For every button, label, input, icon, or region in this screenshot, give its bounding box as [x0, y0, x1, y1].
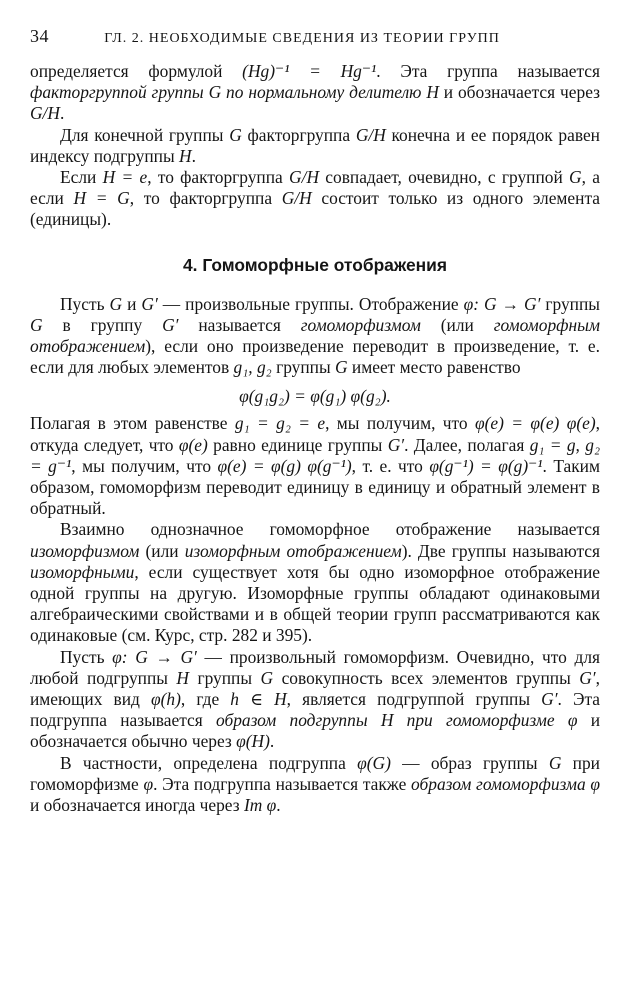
term-homomorphism: гомоморфизмом: [300, 314, 421, 335]
math-inline: φ(h): [151, 689, 181, 710]
text: Если: [60, 167, 103, 188]
text: называется: [178, 314, 301, 335]
page-number: 34: [30, 26, 49, 46]
math-inline: G/H: [355, 124, 386, 145]
math-inline: g₁ = g, g₂ = g⁻¹: [30, 434, 600, 476]
math-inline: G′: [541, 689, 558, 710]
math-inline: G: [260, 667, 274, 688]
paragraph-identity-inverse: [30, 413, 600, 519]
text: группы: [188, 667, 261, 688]
math-inline: g₁ = g₂ = e: [234, 413, 326, 434]
paragraph-quotient-definition: [30, 61, 600, 125]
running-header: [30, 26, 600, 47]
math-inline: H: [176, 667, 189, 688]
math-inline: h ∈ H: [230, 689, 287, 710]
math-inline: φ(H): [236, 731, 270, 752]
math-inline: G: [229, 124, 242, 145]
text: , откуда следует, что: [30, 413, 600, 455]
text: Пусть: [60, 646, 113, 667]
text: определяется формулой: [30, 61, 243, 81]
math-inline: φ(e) = φ(e) φ(e): [475, 413, 596, 434]
formula-homomorphism: φ(g₁g₂) = φ(g₁) φ(g₂).: [239, 386, 391, 407]
math-inline: φ(G): [357, 752, 391, 773]
math-inline: g₁, g₂: [233, 357, 272, 378]
math-inline: G/H: [30, 103, 60, 124]
text: равно единице группы: [207, 434, 388, 455]
text: совпадает, очевидно, с группой: [319, 167, 570, 188]
math-inline: G′: [579, 667, 596, 688]
text: , где: [180, 689, 231, 710]
formula-inline: (Hg)⁻¹ = Hg⁻¹: [242, 61, 377, 81]
text: . Эта группа называется: [376, 61, 600, 81]
math-inline: H: [179, 145, 192, 166]
text: , мы получим, что: [71, 455, 218, 476]
math-inline: H = G: [73, 188, 130, 209]
term-isomorphism: изоморфизмом: [30, 540, 140, 561]
paragraph-image-of-homomorphism: [30, 753, 600, 817]
text: .: [276, 795, 281, 816]
text: .: [59, 103, 65, 124]
text: .: [191, 145, 196, 166]
math-inline: Im φ: [243, 795, 277, 816]
text: группы: [540, 293, 600, 314]
math-inline: φ(e) = φ(g) φ(g⁻¹): [217, 455, 352, 476]
math-inline: G/H: [281, 188, 312, 209]
text: и: [122, 293, 142, 314]
text: , мы получим, что: [325, 413, 475, 434]
term-image-of-subgroup: образом подгруппы H при гомоморфизме φ: [215, 710, 578, 731]
display-formula: [30, 386, 600, 407]
paragraph-image-of-subgroup: [30, 647, 600, 753]
paragraph-homomorphism-definition: [30, 294, 600, 379]
running-title: ГЛ. 2. НЕОБХОДИМЫЕ СВЕДЕНИЯ ИЗ ТЕОРИИ ГРУПП: [104, 31, 500, 46]
math-inline: H = e: [102, 167, 148, 188]
paragraph-isomorphism: [30, 519, 600, 646]
text: Полагая в этом равенстве: [30, 413, 235, 434]
math-inline: G: [335, 357, 348, 378]
text: — произвольные группы. Отображение: [157, 293, 464, 314]
section-heading: 4. Гомоморфные отображения: [183, 254, 447, 275]
text: и обозначается обычно через: [30, 710, 601, 752]
text: при гомоморфизме: [30, 752, 600, 794]
text: и обозначается иногда через: [30, 795, 244, 816]
text: , то факторгруппа: [129, 188, 282, 209]
text: состоит только из одного элемента (единицы).: [30, 188, 600, 230]
text: — произвольный гомоморфизм. Очевидно, что для любой подгруппы: [30, 646, 600, 688]
paragraph-finite-group: [30, 125, 600, 167]
math-inline: G′: [162, 314, 179, 335]
text: В частности, определена подгруппа: [60, 752, 358, 773]
term-quotient-group: факторгруппой группы G по нормальному делителю H: [30, 82, 439, 103]
text: , т. е. что: [351, 455, 430, 476]
math-inline: G: [30, 314, 43, 335]
text: , если существует хотя бы одно изоморфное отображение одной группы на другую. Изоморфные группы обладают одинаковыми алгебраическими свойствами и в общей теории групп рассматриваются как одинаковые (см. Курс, стр. 282 и 395).: [30, 561, 600, 646]
text: , то факторгруппа: [147, 167, 290, 188]
text: . Эта подгруппа называется: [30, 689, 600, 731]
term-isomorphic: изоморфными: [30, 561, 135, 582]
text: и обозначается через: [438, 82, 600, 103]
text: факторгруппа: [241, 124, 356, 145]
paragraph-trivial-cases: [30, 167, 600, 231]
text: . Далее, полагая: [404, 434, 530, 455]
text: имеет место равенство: [347, 357, 521, 378]
math-inline: G′: [387, 434, 405, 455]
text: ). Две группы называются: [401, 540, 601, 561]
math-inline: G: [548, 752, 562, 773]
text: в группу: [42, 314, 163, 335]
math-inline: φ: G → G′: [463, 293, 541, 314]
text: совокупность всех элементов группы: [273, 667, 580, 688]
math-inline: G: [569, 167, 582, 188]
math-inline: φ: [143, 773, 154, 794]
text: группы: [271, 357, 336, 378]
math-inline: G/H: [289, 167, 319, 188]
text: Пусть: [60, 293, 110, 314]
math-inline: φ(e): [178, 434, 208, 455]
text: конечна и ее порядок равен индексу подгруппы: [30, 124, 600, 166]
text: . Таким образом, гомоморфизм переводит единицу в единицу и обратный элемент в обратный.: [30, 455, 600, 519]
text: , а если: [30, 167, 600, 209]
text: — образ группы: [390, 752, 549, 773]
math-inline: G′: [141, 293, 158, 314]
term-homomorphic-mapping: гомоморфным отображением: [30, 314, 600, 357]
math-inline: φ: G → G′: [112, 646, 197, 667]
math-inline: φ(g⁻¹) = φ(g)⁻¹: [429, 455, 543, 476]
math-inline: G: [109, 293, 123, 314]
text: ), если оно произведение переводит в произведение, т. е. если для любых элементов: [30, 336, 600, 378]
text: Взаимно однозначное гомоморфное отображение называется: [60, 519, 600, 540]
text: . Эта подгруппа называется также: [153, 773, 412, 794]
text: .: [269, 731, 275, 752]
text: , имеющих вид: [30, 667, 600, 710]
book-page: [30, 26, 600, 816]
text: , является подгруппой группы: [286, 689, 542, 710]
text: Для конечной группы: [60, 124, 230, 145]
text: (или: [139, 540, 185, 561]
term-image-of-homomorphism: образом гомоморфизма φ: [411, 773, 600, 794]
term-isomorphic-mapping: изоморфным отображением: [184, 540, 402, 561]
text: (или: [420, 314, 494, 335]
